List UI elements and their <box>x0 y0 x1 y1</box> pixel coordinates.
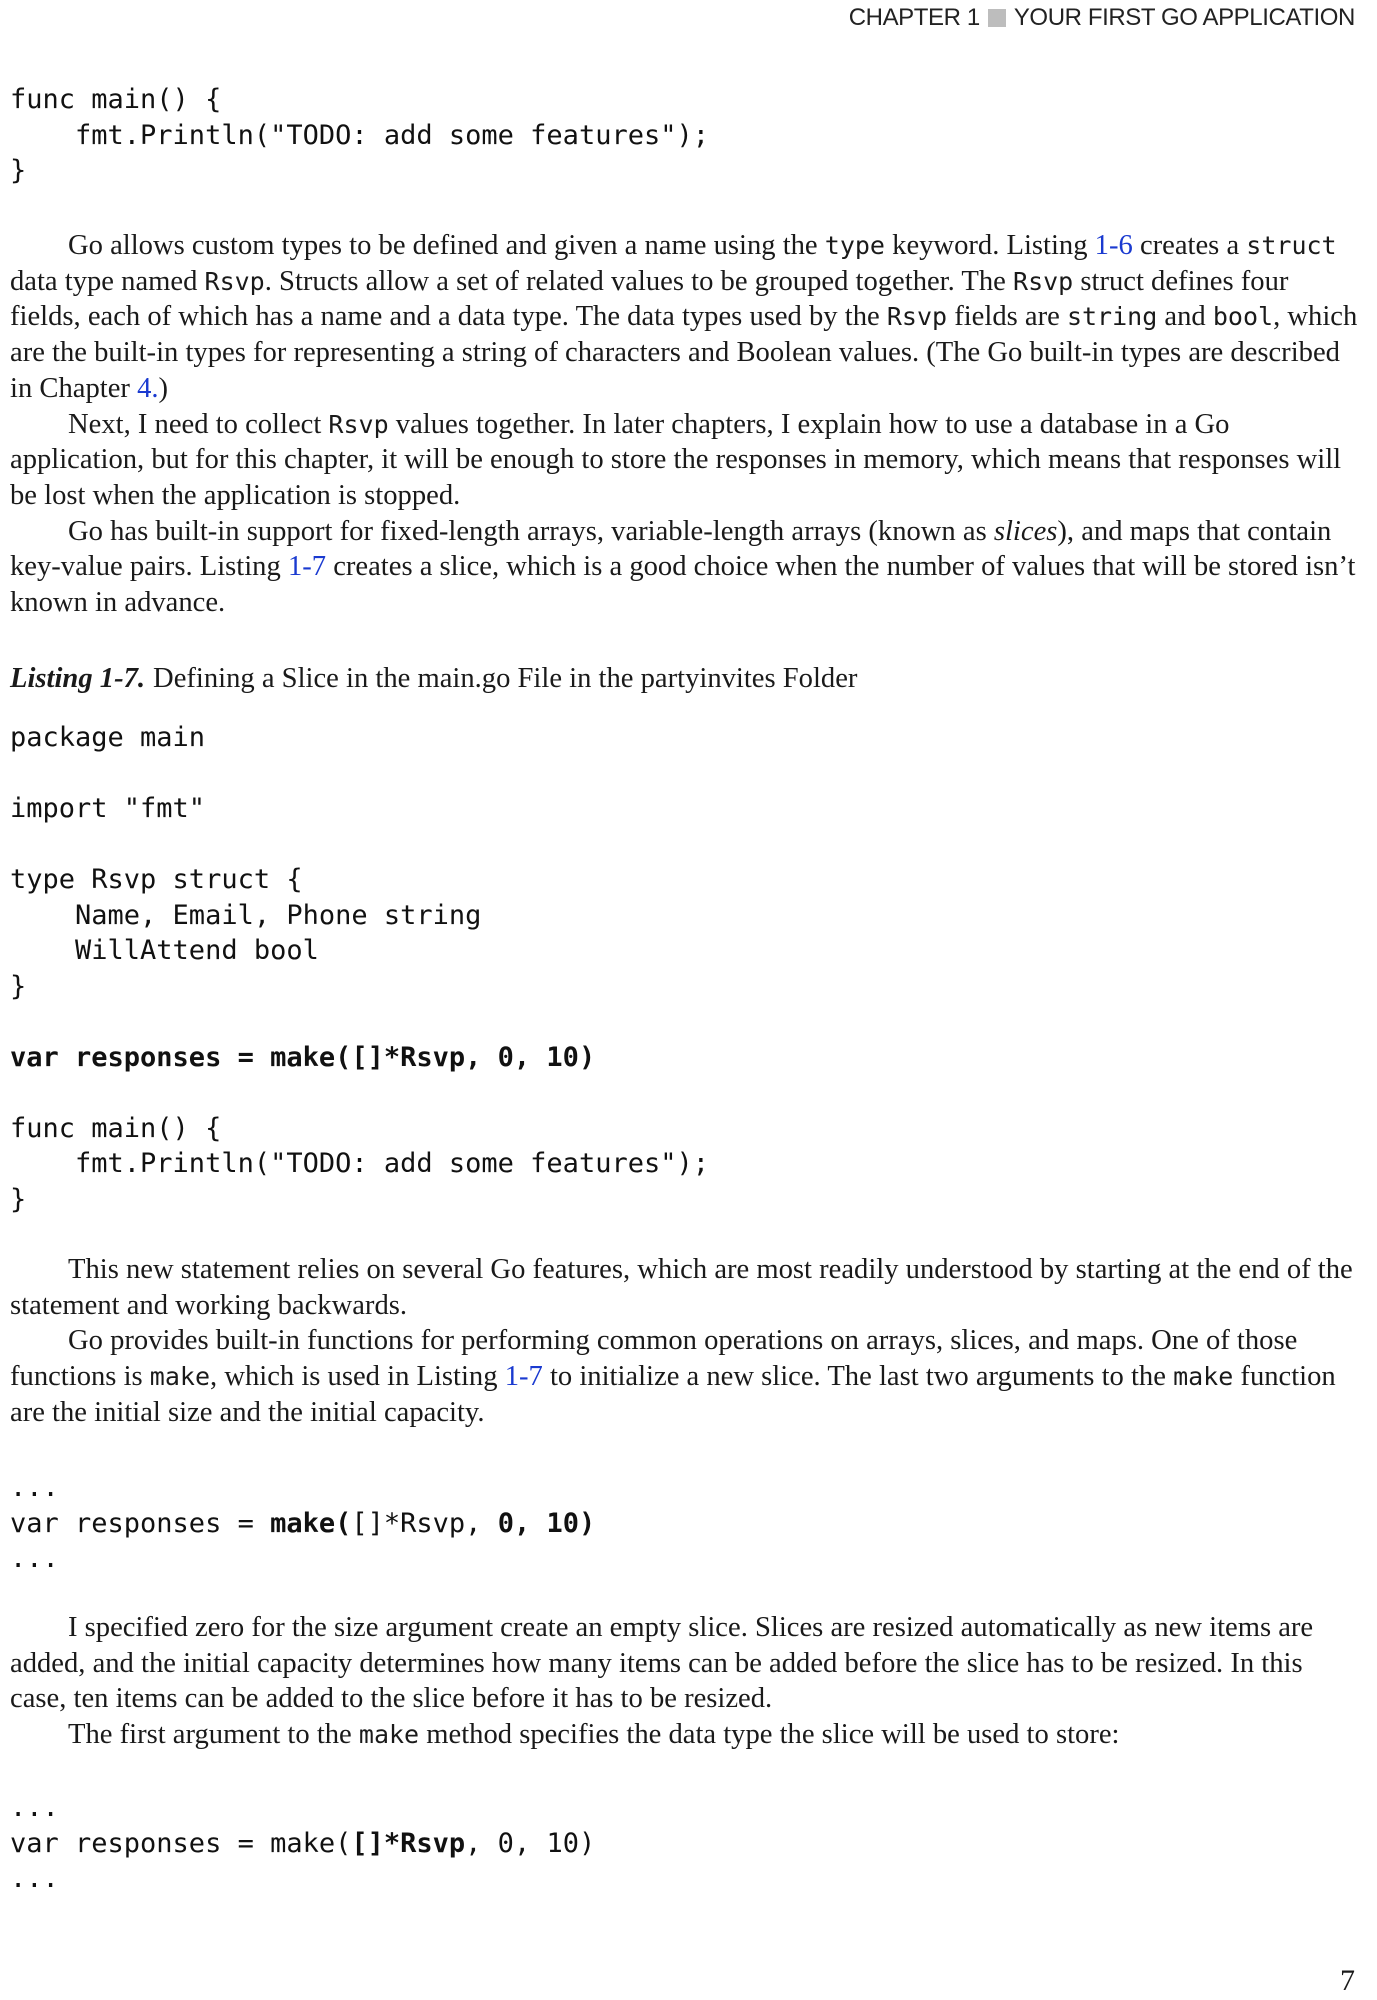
code-line: } <box>10 970 27 1002</box>
paragraph-custom-types: Go allows custom types to be defined and given a name using the type keyword. Listing 1-6 creates a struct data type named Rsvp. Structs allow a set of related values to be grouped together. The Rsvp struct defines four fields, each of which has a name and a data type. The data types used by the Rsvp fields are string and bool, which are the built-in types for representing a string of characters and Boolean values. (The Go built-in types are described in Chapter 4.) <box>10 230 1358 404</box>
body-text-section-1 <box>10 228 1360 621</box>
code-line: type Rsvp struct { <box>10 864 303 895</box>
listing-title: Defining a Slice in the main.go File in the partyinvites Folder <box>153 663 858 694</box>
code-block-listing-1-7 <box>10 720 709 1217</box>
listing-caption <box>10 661 857 697</box>
code-line: func main() { <box>10 1112 222 1144</box>
code-line: WillAttend bool <box>10 935 319 966</box>
listing-1-7-link[interactable]: 1-7 <box>504 1361 543 1393</box>
code-line: fmt.Println("TODO: add some features"); <box>10 1148 709 1179</box>
paragraph-collect-values: Next, I need to collect Rsvp values together. In later chapters, I explain how to use a database in a Go application, but for this chapter, it will be enough to store the responses in memory, which means that responses will be lost when the application is stopped. <box>10 408 1342 511</box>
code-line: func main() { <box>10 84 222 115</box>
listing-1-6-link[interactable]: 1-6 <box>1094 230 1133 261</box>
code-block-make-args: ... var responses = make([]*Rsvp, 0, 10) ... <box>10 1472 596 1574</box>
listing-1-7-link[interactable]: 1-7 <box>287 551 327 583</box>
body-text-section-3 <box>10 1610 1360 1753</box>
chapter-4-link[interactable]: 4. <box>137 372 159 404</box>
code-line-highlighted: var responses = make([]*Rsvp, 0, 10) <box>10 1041 596 1073</box>
header-separator-square <box>988 9 1006 27</box>
code-line: import "fmt" <box>10 793 206 824</box>
code-block-make-type: ... var responses = make([]*Rsvp, 0, 10) ... <box>10 1792 596 1894</box>
paragraph-size-argument: I specified zero for the size argument create an empty slice. Slices are resized automatically as new items are added, and the initial capacity determines how many items can be added before the slice has to be resized. In this case, ten items can be added to the slice before it has to be resized. <box>10 1612 1314 1715</box>
listing-label: Listing 1-7. <box>10 663 146 694</box>
paragraph-first-argument: The first argument to the make method specifies the data type the slice will be used to store: <box>68 1719 1120 1751</box>
paragraph-slices: Go has built-in support for fixed-length arrays, variable-length arrays (known as slices), and maps that contain key-value pairs. Listing 1-7 creates a slice, which is a good choice when the number of values that will be stored isn’t known in advance. <box>10 515 1356 619</box>
paragraph-builtin-functions: Go provides built-in functions for performing common operations on arrays, slices, and maps. One of those functions is make, which is used in Listing 1-7 to initialize a new slice. The last two arguments to the make function are the initial size and the initial capacity. <box>10 1325 1336 1428</box>
body-text-section-2 <box>10 1252 1360 1431</box>
code-line: fmt.Println("TODO: add some features"); <box>10 119 709 151</box>
code-line: } <box>10 155 27 186</box>
page-number: 7 <box>1340 1964 1355 1997</box>
code-line: package main <box>10 722 206 753</box>
chapter-number: CHAPTER 1 <box>848 4 980 31</box>
code-block-main-func <box>10 82 709 189</box>
running-header <box>849 4 1355 32</box>
chapter-title: YOUR FIRST GO APPLICATION <box>1013 4 1355 31</box>
code-line: Name, Email, Phone string <box>10 899 482 931</box>
paragraph-statement-features: This new statement relies on several Go features, which are most readily understood by starting at the end of the statement and working backwards. <box>10 1254 1353 1321</box>
code-line: } <box>10 1183 27 1215</box>
